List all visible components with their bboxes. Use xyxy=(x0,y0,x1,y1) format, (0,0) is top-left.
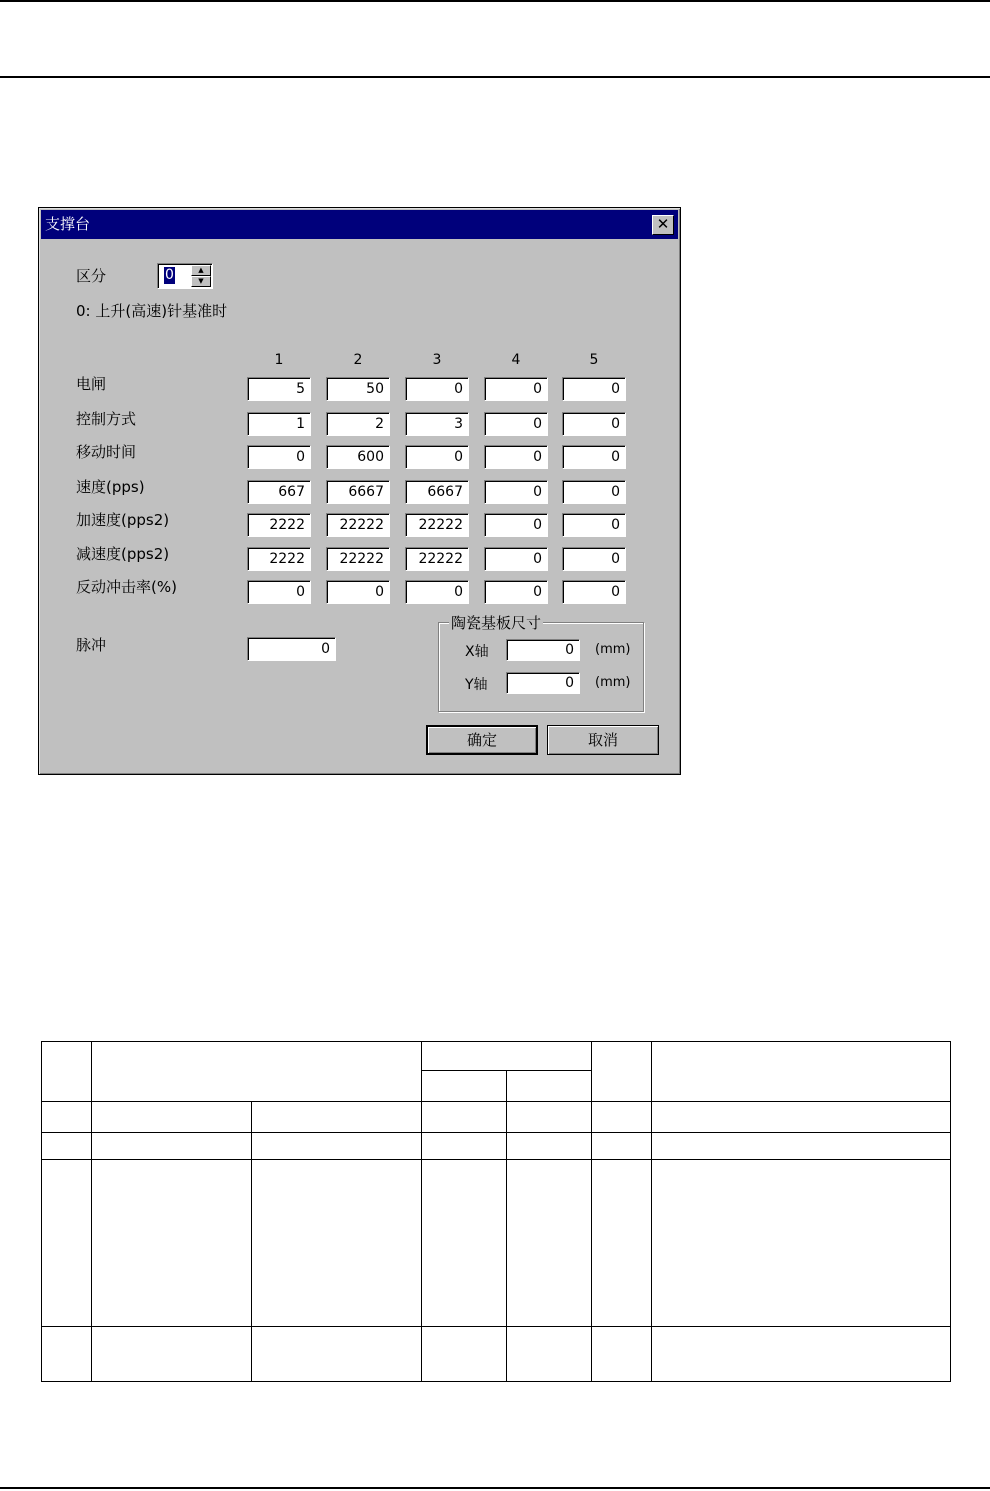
table-cell xyxy=(422,1071,507,1102)
recoil-rate-field-5[interactable]: 0 xyxy=(562,580,626,604)
row-label-control-mode: 控制方式 xyxy=(76,410,137,428)
acceleration-field-4[interactable]: 0 xyxy=(484,513,548,537)
table-row xyxy=(42,1160,951,1327)
footer-rule xyxy=(0,1487,990,1489)
support-stage-dialog xyxy=(38,207,681,775)
header-rule-bottom xyxy=(0,76,990,78)
row-label-acceleration: 加速度(pps2) xyxy=(76,511,170,529)
table-cell xyxy=(592,1042,652,1102)
table-row xyxy=(42,1102,951,1133)
recoil-rate-field-2[interactable]: 0 xyxy=(326,580,390,604)
move-time-field-5[interactable]: 0 xyxy=(562,445,626,469)
recoil-rate-field-1[interactable]: 0 xyxy=(247,580,311,604)
control-mode-field-5[interactable]: 0 xyxy=(562,412,626,436)
speed-field-5[interactable]: 0 xyxy=(562,480,626,504)
brake-field-5[interactable]: 0 xyxy=(562,377,626,401)
move-time-field-1[interactable]: 0 xyxy=(247,445,311,469)
row-label-recoil-rate: 反动冲击率(%) xyxy=(76,578,177,596)
control-mode-field-2[interactable]: 2 xyxy=(326,412,390,436)
pulse-label: 脉冲 xyxy=(76,636,107,654)
deceleration-field-3[interactable]: 22222 xyxy=(405,547,469,571)
deceleration-field-2[interactable]: 22222 xyxy=(326,547,390,571)
y-axis-unit: (mm) xyxy=(595,675,631,690)
dialog-title: 支撑台 xyxy=(45,215,91,233)
table-cell xyxy=(652,1042,951,1102)
move-time-field-2[interactable]: 600 xyxy=(326,445,390,469)
row-label-deceleration: 减速度(pps2) xyxy=(76,545,170,563)
y-axis-field[interactable]: 0 xyxy=(506,672,580,694)
acceleration-field-3[interactable]: 22222 xyxy=(405,513,469,537)
table-cell xyxy=(42,1042,92,1102)
control-mode-field-4[interactable]: 0 xyxy=(484,412,548,436)
column-header-2: 2 xyxy=(353,352,363,368)
y-axis-label: Y轴 xyxy=(465,677,488,693)
substrate-size-group xyxy=(438,614,644,712)
control-mode-field-3[interactable]: 3 xyxy=(405,412,469,436)
brake-field-2[interactable]: 50 xyxy=(326,377,390,401)
column-header-1: 1 xyxy=(274,352,284,368)
x-axis-label: X轴 xyxy=(465,644,489,660)
spinner-buttons[interactable] xyxy=(191,265,211,287)
deceleration-field-1[interactable]: 2222 xyxy=(247,547,311,571)
x-axis-unit: (mm) xyxy=(595,642,631,657)
close-icon[interactable]: ✕ xyxy=(652,215,674,235)
dialog-titlebar[interactable] xyxy=(41,210,678,239)
spin-up-icon[interactable]: ▲ xyxy=(191,265,211,276)
recoil-rate-field-3[interactable]: 0 xyxy=(405,580,469,604)
division-label: 区分 xyxy=(76,267,107,285)
row-label-move-time: 移动时间 xyxy=(76,443,137,461)
header-rule-top xyxy=(0,0,990,2)
spin-down-icon[interactable]: ▼ xyxy=(191,276,211,287)
substrate-size-title: 陶瓷基板尺寸 xyxy=(451,614,542,632)
row-label-speed: 速度(pps) xyxy=(76,478,145,496)
brake-field-1[interactable]: 5 xyxy=(247,377,311,401)
division-spinner[interactable] xyxy=(157,263,213,289)
column-header-3: 3 xyxy=(432,352,442,368)
move-time-field-4[interactable]: 0 xyxy=(484,445,548,469)
column-header-5: 5 xyxy=(589,352,599,368)
division-value[interactable]: 0 xyxy=(165,267,174,283)
table-cell xyxy=(92,1042,422,1102)
division-description: 0: 上升(高速)针基准时 xyxy=(76,302,228,320)
acceleration-field-1[interactable]: 2222 xyxy=(247,513,311,537)
ok-button[interactable]: 确定 xyxy=(426,725,538,755)
blank-table xyxy=(41,1041,951,1382)
column-header-4: 4 xyxy=(511,352,521,368)
acceleration-field-5[interactable]: 0 xyxy=(562,513,626,537)
speed-field-1[interactable]: 667 xyxy=(247,480,311,504)
deceleration-field-4[interactable]: 0 xyxy=(484,547,548,571)
acceleration-field-2[interactable]: 22222 xyxy=(326,513,390,537)
table-cell xyxy=(422,1042,592,1071)
table-cell xyxy=(507,1071,592,1102)
cancel-button[interactable]: 取消 xyxy=(547,725,659,755)
brake-field-4[interactable]: 0 xyxy=(484,377,548,401)
speed-field-2[interactable]: 6667 xyxy=(326,480,390,504)
table-row xyxy=(42,1133,951,1160)
deceleration-field-5[interactable]: 0 xyxy=(562,547,626,571)
control-mode-field-1[interactable]: 1 xyxy=(247,412,311,436)
brake-field-3[interactable]: 0 xyxy=(405,377,469,401)
move-time-field-3[interactable]: 0 xyxy=(405,445,469,469)
row-label-brake: 电闸 xyxy=(76,375,107,393)
speed-field-3[interactable]: 6667 xyxy=(405,480,469,504)
recoil-rate-field-4[interactable]: 0 xyxy=(484,580,548,604)
x-axis-field[interactable]: 0 xyxy=(506,639,580,661)
pulse-field[interactable]: 0 xyxy=(247,637,336,661)
table-row xyxy=(42,1327,951,1382)
speed-field-4[interactable]: 0 xyxy=(484,480,548,504)
